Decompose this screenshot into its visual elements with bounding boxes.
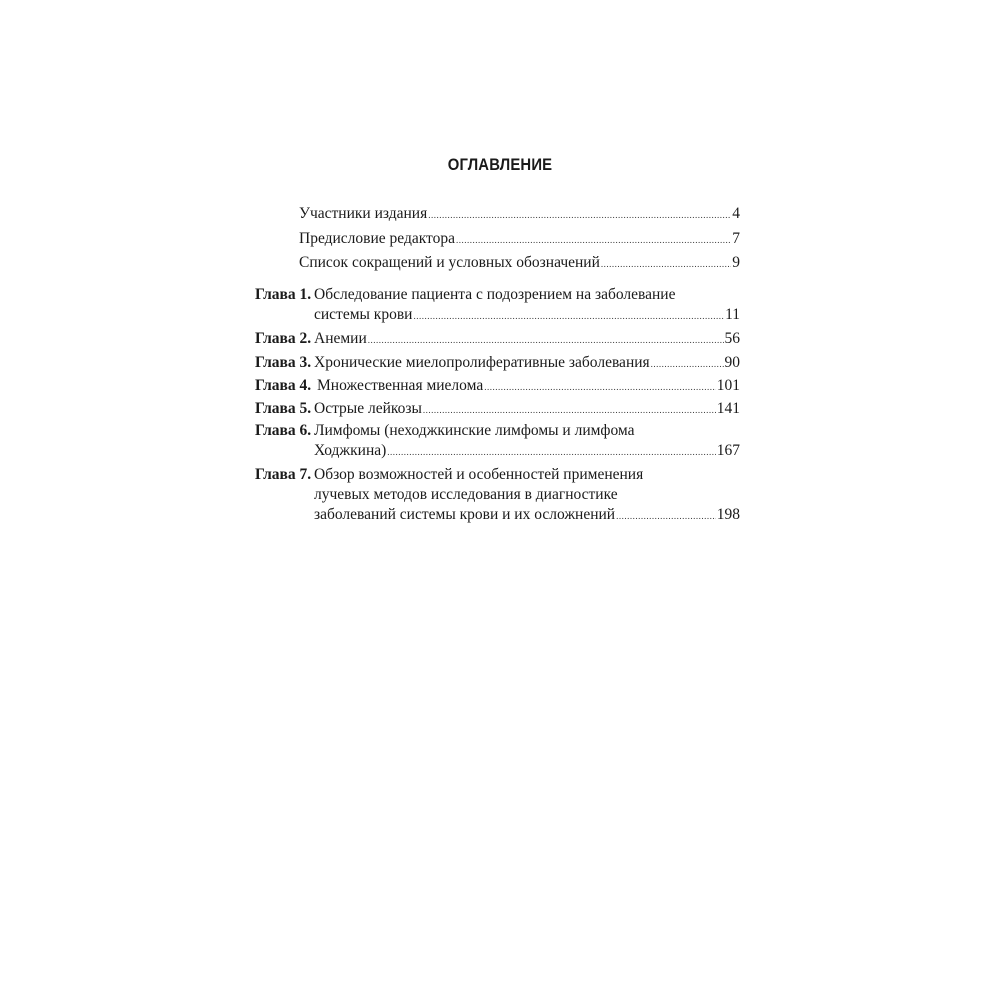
toc-entry-page: 4 <box>732 205 740 222</box>
chapter-page: 56 <box>724 330 740 347</box>
chapter-page: 90 <box>724 354 740 371</box>
toc-entry-text: Участники издания <box>299 205 428 222</box>
chapter-label: Глава 6. <box>255 422 312 439</box>
leader-dots <box>601 254 731 274</box>
chapter-label: Глава 5. <box>255 400 312 417</box>
leader-dots <box>651 354 724 374</box>
chapter-page: 198 <box>716 506 740 523</box>
chapter-entry[interactable] <box>314 399 740 420</box>
toc-entry[interactable] <box>299 253 740 274</box>
chapter-entry[interactable] <box>314 353 740 374</box>
chapter-title-line: Хронические миелопролиферативные заболевания <box>314 354 650 371</box>
leader-dots <box>616 506 716 526</box>
chapter-title-line: системы крови <box>314 306 413 323</box>
chapter-entry[interactable] <box>317 376 740 397</box>
chapter-label: Глава 1. <box>255 286 312 303</box>
toc-title: ОГЛАВЛЕНИЕ <box>447 156 553 174</box>
leader-dots <box>456 230 731 250</box>
toc-entry-page: 7 <box>732 230 740 247</box>
chapter-label: Глава 2. <box>255 330 312 347</box>
chapter-entry[interactable] <box>314 505 740 526</box>
leader-dots <box>413 306 724 326</box>
chapter-label: Глава 4. <box>255 377 312 394</box>
toc-entry-page: 9 <box>732 254 740 271</box>
chapter-label: Глава 7. <box>255 466 312 483</box>
chapter-title-line[interactable]: Обзор возможностей и особенностей применения <box>314 466 644 483</box>
chapter-entry[interactable] <box>314 441 740 462</box>
toc-entry-text: Список сокращений и условных обозначений <box>299 254 600 271</box>
leader-dots <box>423 400 716 420</box>
chapter-title-line[interactable]: Лимфомы (неходжкинские лимфомы и лимфома <box>314 422 635 439</box>
chapter-title-line: Анемии <box>314 330 367 347</box>
leader-dots <box>368 330 724 350</box>
chapter-title-line[interactable]: Обследование пациента с подозрением на заболевание <box>314 286 676 303</box>
chapter-page: 101 <box>716 377 740 394</box>
leader-dots <box>428 205 731 225</box>
chapter-page: 167 <box>716 442 740 459</box>
toc-entry[interactable] <box>299 229 740 250</box>
chapter-title-line: Острые лейкозы <box>314 400 422 417</box>
chapter-title-line: Ходжкина) <box>314 442 387 459</box>
chapter-entry[interactable] <box>314 329 740 350</box>
chapter-title-line: Множественная миелома <box>317 377 484 394</box>
leader-dots <box>484 377 716 397</box>
chapter-entry[interactable] <box>314 305 740 326</box>
chapter-title-line[interactable]: лучевых методов исследования в диагностике <box>314 486 618 503</box>
toc-entry-text: Предисловие редактора <box>299 230 455 247</box>
chapter-page: 11 <box>725 306 740 323</box>
chapter-title-line: заболеваний системы крови и их осложнений <box>314 506 616 523</box>
chapter-page: 141 <box>716 400 740 417</box>
leader-dots <box>387 442 715 462</box>
toc-entry[interactable] <box>299 204 740 225</box>
chapter-label: Глава 3. <box>255 354 312 371</box>
